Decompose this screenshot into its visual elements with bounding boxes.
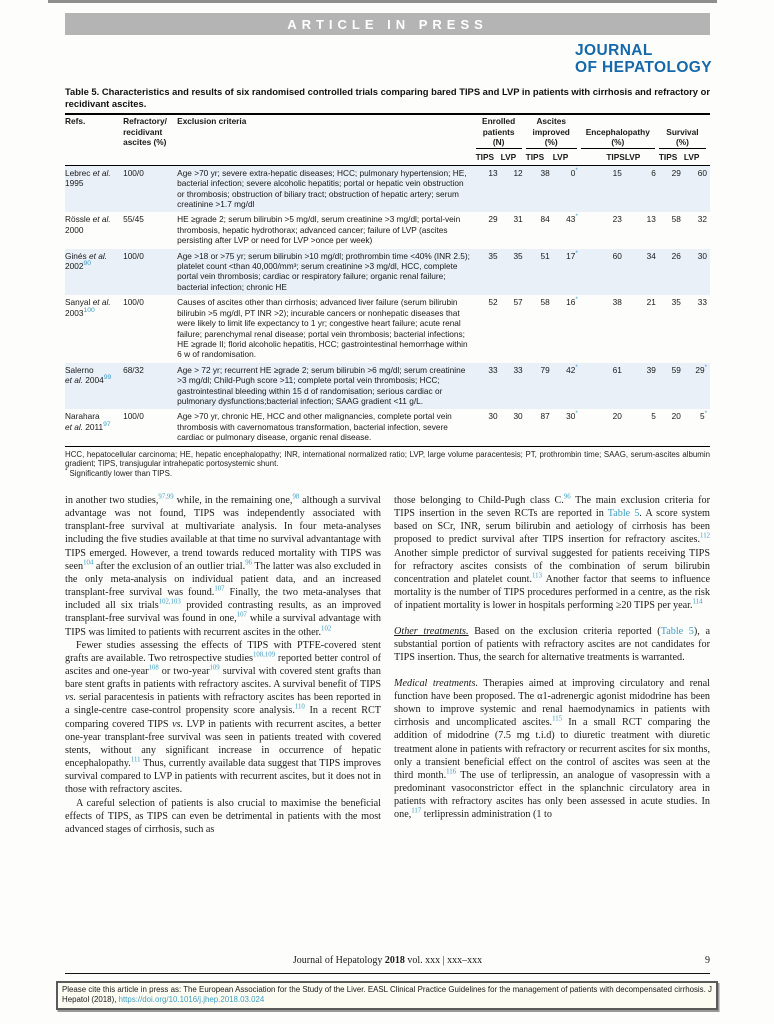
cell-reference: Ginés et al. 2002$^{90}$ (65, 250, 107, 272)
cell-refractory-ratio: 68/32 (123, 364, 144, 375)
table-row (65, 249, 710, 296)
cell-value: 38 (540, 167, 550, 178)
cell-value: 29 (488, 214, 498, 225)
subheader-tips: TIPS (526, 151, 553, 165)
table-row (65, 409, 710, 446)
cell-value: 58 (540, 297, 550, 308)
cell-value: 17* (566, 249, 578, 261)
footer-journal-info: Journal of Hepatology 2018 vol. xxx | xxx–xxx (292, 955, 483, 966)
citation-ref[interactable]: 107 (236, 611, 247, 619)
column-header-refractory: Refractory/ recidivant ascites (%) (123, 114, 177, 165)
citation-ref[interactable]: 96 (245, 559, 252, 567)
journal-logo-line2: OF HEPATOLOGY (575, 59, 712, 76)
article-in-press-banner: ARTICLE IN PRESS (65, 13, 710, 35)
significance-asterisk: * (575, 213, 578, 221)
page-number: 9 (705, 955, 710, 966)
body-column-right (394, 494, 710, 836)
citation-ref[interactable]: 111 (130, 756, 141, 764)
significance-asterisk: * (575, 249, 578, 257)
citation-ref[interactable]: 112 (700, 533, 710, 541)
cell-reference: Narahara et al. 2011$^{97}$ (65, 411, 111, 432)
cell-value: 30 (697, 250, 707, 261)
table-row (65, 363, 710, 410)
cell-refractory-ratio: 100/0 (123, 297, 144, 308)
cell-reference: Salerno et al. 2004$^{99}$ (65, 364, 112, 386)
cell-value: 84 (540, 214, 550, 225)
subheader-lvp: LVP (625, 151, 659, 165)
cell-value: 61 (612, 364, 622, 375)
citation-ref[interactable]: 113 (532, 572, 542, 580)
citation-ref[interactable]: 116 (446, 768, 457, 776)
cell-refractory-ratio: 100/0 (123, 250, 144, 261)
citation-ref[interactable]: 117 (411, 808, 422, 815)
significance-asterisk: * (704, 410, 707, 418)
citation-ref[interactable]: 97 (103, 420, 111, 428)
citation-notice: Please cite this article in press as: The European Association for the Study of the Liver. EASL Clinical Practice Guidelines for the management of patients with decompensated cirrhosis. J Hepatol (2018), https://doi.org/10.1016/j.jhep.2018.03.024 (56, 981, 718, 1010)
citation-ref[interactable]: 109 (209, 664, 220, 672)
cell-value: 16* (566, 296, 578, 308)
cell-value: 13 (646, 214, 656, 225)
cell-value: 31 (513, 214, 523, 225)
trials-table (65, 113, 710, 446)
cell-value: 5* (699, 410, 707, 422)
column-group-encephalopathy: Encephalopathy (%) (581, 114, 659, 151)
cell-value: 33 (513, 364, 523, 375)
cell-refractory-ratio: 55/45 (123, 214, 144, 225)
cell-value: 30 (513, 411, 523, 422)
column-header-refs: Refs. (65, 114, 123, 165)
citation-ref[interactable]: 100 (83, 306, 95, 314)
cell-exclusion-criteria: HE ≥grade 2; serum bilirubin >5 mg/dl, serum creatinine >3 mg/dl; portal-vein thrombosis, hepatic hydrothorax; advanced cancer; failure of LVP (ascites persisting after LVP or need for LVP >once per week) (177, 214, 461, 246)
cell-refractory-ratio: 100/0 (123, 411, 144, 422)
table-row (65, 165, 710, 212)
cell-value: 30 (488, 411, 498, 422)
cell-value: 20 (671, 411, 681, 422)
cell-value: 33 (488, 364, 498, 375)
citation-ref[interactable]: 104 (83, 559, 94, 567)
paragraph: Medical treatments. Therapies aimed at improving circulatory and renal function have been proposed. The α1-adrenergic agonist midodrine has been shown to improve systemic and renal haemodynamics in patients with cirrhosis and uncomplicated ascites.$^{115}$ In a small RCT comparing the addition of midodrine (7.5 mg t.i.d) to diuretic treatment with diuretic treatment alone in patients with refractory or recurrent ascites for six months, only a transient beneficial effect on the control of ascites was seen at the third month.$^{116}$ The use of terlipressin, an analogue of vasopressin with a predominant vasoconstrictor effect in the splanchnic circulatory area in patients with refractory ascites has only been assessed in acute studies. In one,$^{117}$ terlipressin administration (1 to (394, 677, 710, 821)
cell-value: 79 (540, 364, 550, 375)
cell-value: 32 (697, 214, 707, 225)
citation-ref[interactable]: 98 (292, 493, 300, 501)
cell-value: 5 (651, 411, 656, 422)
subheader-tips: TIPS (659, 151, 684, 165)
cell-value: 39 (646, 364, 656, 375)
cell-value: 34 (646, 250, 656, 261)
cell-value: 58 (671, 214, 681, 225)
paragraph: those belonging to Child-Pugh class C.$^{96}$ The main exclusion criteria for TIPS insertion in the seven RCTs are reported in Table 5. A score system based on SCr, INR, serum bilirubin and aetiology of cirrhosis has been proposed to predict survival after TIPS insertion for refractory ascites.$^{112}$ Another simple predictor of survival suggested for patients receiving TIPS for refractory ascites consists of the combination of serum bilirubin concentration and platelet count.$^{113}$ Another factor that seems to influence mortality is the number of TIPS procedures performed in a centre, as the risk of inpatient mortality is lower in hospitals performing ≥20 TIPS per year.$^{114}$ (394, 493, 710, 612)
footnote-abbreviations: HCC, hepatocellular carcinoma; HE, hepatic encephalopathy; INR, international normalized ratio; LVP, large volume paracentesis; PT, prothrombin time; SAAG, serum-ascites albumin gradient; TIPS, transjugular intrahepatic portosystemic shunt. (65, 449, 710, 469)
cell-value: 12 (513, 167, 523, 178)
cell-value: 21 (646, 297, 656, 308)
footnote-significance: * Significantly lower than TIPS. (65, 468, 173, 479)
cell-value: 35 (513, 250, 523, 261)
body-column-left (65, 494, 381, 836)
cell-value: 60 (697, 167, 707, 178)
cell-value: 60 (612, 250, 622, 261)
citation-ref[interactable]: 96 (563, 493, 571, 501)
cell-reference: Lebrec et al. 1995 (65, 167, 111, 189)
citation-ref[interactable]: 115 (552, 715, 563, 723)
cell-reference: Sanyal et al. 2003$^{100}$ (65, 297, 111, 318)
cross-reference-link[interactable]: Table 5 (607, 508, 640, 520)
subheader-lvp: LVP (553, 151, 581, 165)
footer (65, 955, 710, 966)
paragraph: in another two studies,$^{97,99}$ while, in the remaining one,$^{98}$ although a survival advantage was not found, TIPS was independently associated with transplant-free survival at multivariate analysis. In four meta-analyses including the five studies available at that time no survival advantantage with TIPS emerged. However, a trend towards reduced mortality with TIPS was seen$^{104}$ after the exclusion of an outlier trial.$^{96}$ The latter was also excluded in the only meta-analysis on individual patient data, and an increased transplant-free survival was found.$^{107}$ Finally, the two meta-analyses that included all six trials$^{102,103}$ provided contrasting results, as an improved transplant-free survival was found in one,$^{107}$ while a survival advantage with TIPS was limited to patients with recurrent ascites in the other.$^{102}$ (65, 493, 382, 638)
column-group-ascites: Ascites improved (%) (526, 114, 581, 151)
citation-ref[interactable]: 97,99 (158, 493, 174, 501)
citation-ref[interactable]: 90 (83, 260, 92, 268)
significance-asterisk: * (575, 296, 578, 304)
significance-asterisk: * (575, 363, 578, 371)
cell-exclusion-criteria: Causes of ascites other than cirrhosis; advanced liver failure (serum bilirubin bilirubin >5 mg/dl, PT INR >2); incurable cancers or nonhepatic diseases that were likely to limit life expectancy to 1 yr; congestive heart failure; acute renal failure; parenchymal renal disease; portal vein thrombosis; bacterial infections; HE ≥grade II; florid alcoholic hepatitis, HCC; gastrointestinal hemorrhage within 6 w of randomisation. (177, 297, 468, 360)
subheader-tips: TIPS (476, 151, 501, 165)
cell-value: 35 (671, 297, 681, 308)
column-group-survival: Survival (%) (659, 114, 710, 151)
subheader-lvp: LVP (501, 151, 526, 165)
subheader-tips: TIPS (581, 151, 625, 165)
cell-refractory-ratio: 100/0 (123, 167, 144, 178)
citation-ref[interactable]: 108,109 (252, 651, 276, 659)
cell-value: 0* (570, 167, 578, 178)
journal-logo-line1: JOURNAL (575, 42, 653, 59)
cell-value: 13 (488, 167, 498, 178)
citation-ref[interactable]: 102,103 (158, 598, 181, 606)
paragraph: Fewer studies assessing the effects of TIPS with PTFE-covered stent grafts are available. Two retrospective studies$^{108,109}$ reported better control of ascites and one-year$^{108}$ or two-year$^{109}$ survival with covered stent grafts than bare stent grafts in patients with refractory ascites. A survival benefit of TIPS vs. serial paracentesis in patients with refractory ascites has been reported in a single-centre case-control propensity score analysis.$^{110}$ In a recent RCT comparing covered TIPS vs. LVP in patients with recurrent ascites, a better one-year transplant-free survival was seen in patients treated with covered stents, without any significant increase in occurrence of hepatic encephalopathy.$^{111}$ Thus, currently available data suggest that TIPS improves survival compared to LVP in patients with recurrent ascites, but it does not in those with refractory ascites. (65, 639, 382, 796)
cell-value: 57 (513, 297, 523, 308)
table-row (65, 295, 710, 362)
cell-value: 6 (651, 167, 656, 178)
cell-value: 26 (671, 250, 681, 261)
cell-value: 43* (566, 213, 578, 225)
cell-value: 87 (540, 411, 550, 422)
citation-ref[interactable]: 110 (294, 704, 305, 712)
cell-value: 29 (671, 167, 681, 178)
citation-ref[interactable]: 102 (321, 625, 332, 633)
journal-logo (575, 42, 712, 76)
cell-exclusion-criteria: Age >70 yr, chronic HE, HCC and other malignancies, complete portal vein thrombosis with cavernomatous transformation, bacterial infection, severe cardiac or pulmonary disease, organic renal disease. (177, 411, 452, 443)
cell-value: 20 (612, 411, 622, 422)
doi-link[interactable]: https://doi.org/10.1016/j.jhep.2018.03.024 (118, 995, 265, 1005)
cell-value: 59 (671, 364, 681, 375)
cell-exclusion-criteria: Age >18 or >75 yr; serum bilirubin >10 mg/dl; prothrombin time <40% (INR 2.5); platelet count <than 40,000/mm³; serum creatinine >3 mg/dl, HCC, complete portal vein thrombosis; cardiac or respiratory failure; organic renal failure; bacterial infection; chronic HE (177, 250, 470, 292)
citation-ref[interactable]: 114 (692, 598, 703, 606)
cell-value: 29* (695, 363, 707, 375)
cell-exclusion-criteria: Age >70 yr; severe extra-hepatic diseases; HCC; pulmonary hypertension; HE, bacterial infection; severe alcoholic hepatitis; portal or hepatic vein obstruction or thrombosis; obstruction of biliary tract; obstruction of hepatic artery; serum creatinine >1.7 mg/dl (177, 167, 467, 210)
page-top-rule (48, 0, 717, 3)
column-header-exclusion: Exclusion criteria (177, 114, 475, 165)
table-footnotes (65, 450, 710, 479)
column-group-enrolled: Enrolled patients (N) (476, 114, 526, 151)
subheader-lvp: LVP (684, 151, 710, 165)
cross-reference-link[interactable]: Table 5 (660, 625, 694, 637)
cell-value: 38 (612, 297, 622, 308)
footer-rule (65, 973, 710, 974)
citation-ref[interactable]: 108 (148, 664, 159, 672)
table-row (65, 212, 710, 248)
paragraph: A careful selection of patients is also crucial to maximise the beneficial effects of TIPS, as TIPS can even be detrimental in patients with the most advanced stages of cirrhosis, such as (65, 797, 381, 835)
cell-value: 15 (612, 167, 622, 178)
paragraph: Other treatments. Based on the exclusion criteria reported (Table 5), a substantial portion of patients with refractory ascites are not candidates for TIPS insertion. Thus, the search for alternative treatments is warranted. (394, 625, 710, 664)
significance-asterisk: * (575, 410, 578, 418)
table-caption: Table 5. Characteristics and results of six randomised controlled trials comparing bared TIPS and LVP in patients with cirrhosis and refractory or recidivant ascites. (65, 86, 710, 109)
cell-value: 30* (566, 410, 578, 422)
cell-value: 35 (488, 250, 498, 261)
cell-value: 23 (612, 214, 622, 225)
cell-value: 52 (488, 297, 498, 308)
cell-value: 42* (566, 363, 578, 375)
citation-ref[interactable]: 99 (103, 374, 112, 382)
significance-asterisk: * (575, 167, 578, 175)
citation-ref[interactable]: 107 (214, 585, 225, 593)
cell-value: 51 (540, 250, 550, 261)
cell-exclusion-criteria: Age > 72 yr; recurrent HE ≥grade 2; serum bilirubin >6 mg/dl; serum creatinine >3 mg/dl; Child-Pugh score >11; complete portal vein thrombosis; HCC; gastrointestinal bleeding within 15 d of randomisation; serious cardiac or pulmonary dysfunctions;bacterial infection; SAAG gradient <11 g/L. (177, 364, 466, 406)
significance-asterisk: * (704, 363, 707, 371)
cell-reference: Rössle et al. 2000 (65, 214, 111, 235)
cell-value: 33 (697, 297, 707, 308)
